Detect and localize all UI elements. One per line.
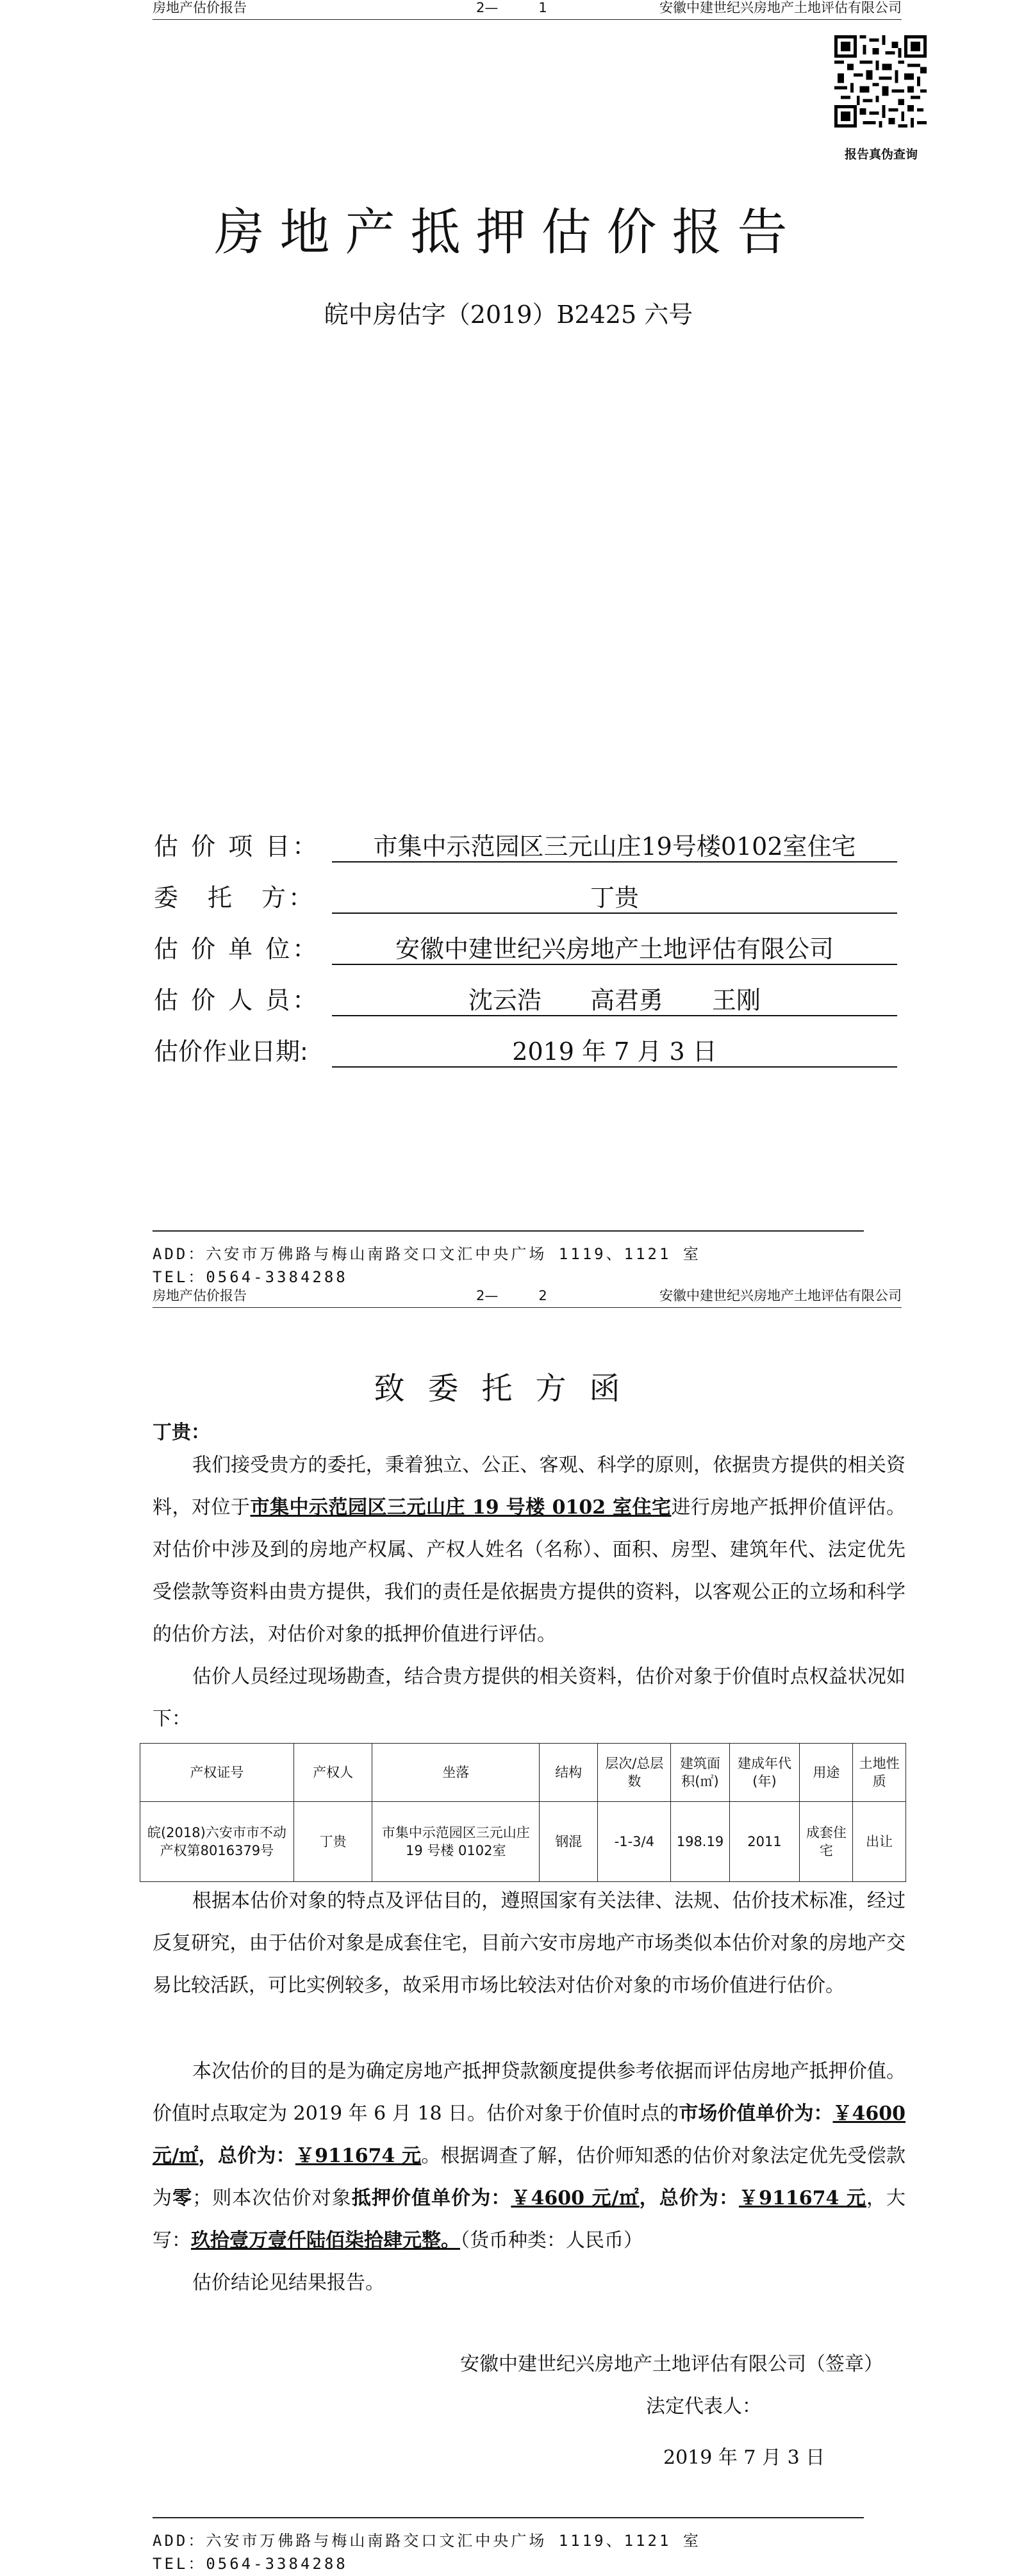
mortgage-unit-price: ￥4600 元/㎡ bbox=[511, 2187, 640, 2209]
header-page-mark: 2— 1 bbox=[476, 0, 547, 15]
mortgage-unit-price-label: 抵押价值单价为： bbox=[351, 2187, 511, 2209]
field-label: 估 价 单 位： bbox=[154, 935, 320, 963]
field-value: 丁贵 bbox=[332, 878, 897, 914]
signature-company: 安徽中建世纪兴房地产土地评估有限公司（签章） bbox=[460, 2353, 883, 2375]
salutation: 丁贵： bbox=[153, 1421, 210, 1444]
paragraph-method: 根据本估价对象的特点及评估目的，遵照国家有关法律、法规、估价技术标准，经过反复研究，由于估价对象是成套住宅，目前六安市房地产市场类似本估价对象的房地产交易比较活跃，可比实例较多，故采用市场比较法对估价对象的市场价值进行估价。 bbox=[153, 1890, 905, 1997]
field-value: 2019 年 7 月 3 日 bbox=[332, 1032, 897, 1068]
text: 我们接受贵方的委托，秉着独立、公正、客观、科学的原则，依据贵方提供的相关资料，对位于 bbox=[153, 1454, 905, 1519]
field-label: 估价作业日期: bbox=[154, 1037, 308, 1066]
field-value: 市集中示范园区三元山庄19号楼0102室住宅 bbox=[332, 827, 897, 863]
table-cell: 钢混 bbox=[540, 1802, 598, 1882]
paragraph-conclusion bbox=[153, 2051, 905, 2262]
table-header-cell: 建筑面积(㎡) bbox=[671, 1744, 729, 1802]
currency-note: （货币种类：人民币） bbox=[460, 2229, 643, 2252]
signature-representative: 法定代表人： bbox=[646, 2395, 761, 2418]
field-client bbox=[154, 878, 910, 914]
field-label: 估 价 人 员： bbox=[154, 986, 320, 1014]
field-appraiser-org bbox=[154, 929, 910, 965]
market-unit-price: ￥4600 元/㎡ bbox=[153, 2102, 906, 2167]
table-header-cell: 坐落 bbox=[372, 1744, 540, 1802]
paragraph-status: 估价人员经过现场勘查，结合贵方提供的相关资料，估价对象于价值时点权益状况如下： bbox=[153, 1665, 905, 1730]
table-header-cell: 土地性质 bbox=[853, 1744, 906, 1802]
table-header-cell: 建成年代(年) bbox=[729, 1744, 800, 1802]
table-header-cell: 结构 bbox=[540, 1744, 598, 1802]
paragraph-intro bbox=[153, 1444, 905, 1656]
header-right: 安徽中建世纪兴房地产土地评估有限公司 bbox=[659, 0, 902, 15]
field-appraisers bbox=[154, 980, 910, 1016]
text: ，大写： bbox=[153, 2187, 906, 2252]
table-header-cell: 层次/总层数 bbox=[598, 1744, 671, 1802]
table-row bbox=[140, 1802, 906, 1882]
footer-address: ADD：六安市万佛路与梅山南路交口文汇中央广场 1119、1121 室 bbox=[153, 2532, 701, 2550]
property-address: 市集中示范园区三元山庄 19 号楼 0102 室住宅 bbox=[250, 1496, 672, 1519]
field-value: 安徽中建世纪兴房地产土地评估有限公司 bbox=[332, 929, 897, 965]
table-cell: 成套住宅 bbox=[800, 1802, 853, 1882]
header-left: 房地产估价报告 bbox=[153, 1288, 247, 1303]
footer-divider bbox=[153, 1230, 864, 1232]
qr-caption: 报告真伪查询 bbox=[844, 147, 918, 161]
field-label: 委 托 方： bbox=[154, 884, 316, 912]
property-table bbox=[140, 1743, 906, 1882]
page-header bbox=[153, 1288, 902, 1308]
table-cell: 2011 bbox=[729, 1802, 800, 1882]
table-header-cell: 用途 bbox=[800, 1744, 853, 1802]
signature-date: 2019 年 7 月 3 日 bbox=[663, 2447, 825, 2469]
footer-tel: TEL：0564-3384288 bbox=[153, 2555, 348, 2573]
market-unit-price-label: 市场价值单价为： bbox=[679, 2102, 833, 2125]
table-cell: -1-3/4 bbox=[598, 1802, 671, 1882]
amount-in-words: 玖拾壹万壹仟陆佰柒拾肆元整。 bbox=[191, 2229, 460, 2252]
qr-code-icon[interactable] bbox=[834, 35, 927, 128]
table-header-cell: 产权人 bbox=[294, 1744, 372, 1802]
text: ，总价为： bbox=[198, 2145, 295, 2167]
footer-divider bbox=[153, 2517, 864, 2518]
field-label: 估 价 项 目： bbox=[154, 832, 320, 861]
field-project bbox=[154, 827, 910, 863]
table-cell: 市集中示范园区三元山庄 19 号楼 0102室 bbox=[372, 1802, 540, 1882]
text: 本次估价的目的是为确定房地产抵押贷款额度提供参考依据而评估房地产抵押价值。价值时点取定为 2019 年 6 月 18 日。估价对象于价值时点的 bbox=[153, 2060, 905, 2125]
priority-claims: 零 bbox=[172, 2187, 193, 2209]
header-right: 安徽中建世纪兴房地产土地评估有限公司 bbox=[659, 1288, 902, 1303]
text: ；则本次估价对象 bbox=[192, 2187, 352, 2209]
table-cell: 出让 bbox=[853, 1802, 906, 1882]
text: 。根据调查了解，估价师知悉的估价对象法定优先受偿款为 bbox=[153, 2145, 905, 2209]
text: 进行房地产抵押价值评估。对估价中涉及到的房地产权属、产权人姓名（名称）、面积、房型、建筑年代、法定优先受偿款等资料由贵方提供，我们的责任是依据贵方提供的资料，以客观公正的立场和科学的估价方法，对估价对象的抵押价值进行评估。 bbox=[153, 1496, 906, 1646]
field-work-date bbox=[154, 1032, 910, 1068]
footer-tel: TEL：0564-3384288 bbox=[153, 1268, 348, 1286]
footer-address: ADD：六安市万佛路与梅山南路交口文汇中央广场 1119、1121 室 bbox=[153, 1245, 701, 1263]
table-cell: 皖(2018)六安市市不动产权第8016379号 bbox=[140, 1802, 294, 1882]
table-header-row bbox=[140, 1744, 906, 1802]
field-value: 沈云浩 高君勇 王刚 bbox=[332, 980, 897, 1016]
document-number: 皖中房估字（2019）B2425 六号 bbox=[324, 301, 693, 329]
mortgage-total-price: ￥911674 元 bbox=[739, 2187, 866, 2209]
header-page-mark: 2— 2 bbox=[476, 1288, 547, 1303]
table-cell: 丁贵 bbox=[294, 1802, 372, 1882]
page-header bbox=[153, 0, 902, 20]
market-total-price: ￥911674 元 bbox=[295, 2145, 422, 2167]
text: ，总价为： bbox=[639, 2187, 740, 2209]
header-left: 房地产估价报告 bbox=[153, 0, 247, 15]
paragraph-see-results: 估价结论见结果报告。 bbox=[192, 2272, 384, 2294]
table-cell: 198.19 bbox=[671, 1802, 729, 1882]
report-title: 房地产抵押估价报告 bbox=[214, 204, 803, 261]
table-header-cell: 产权证号 bbox=[140, 1744, 294, 1802]
letter-title: 致委托方函 bbox=[374, 1371, 643, 1407]
